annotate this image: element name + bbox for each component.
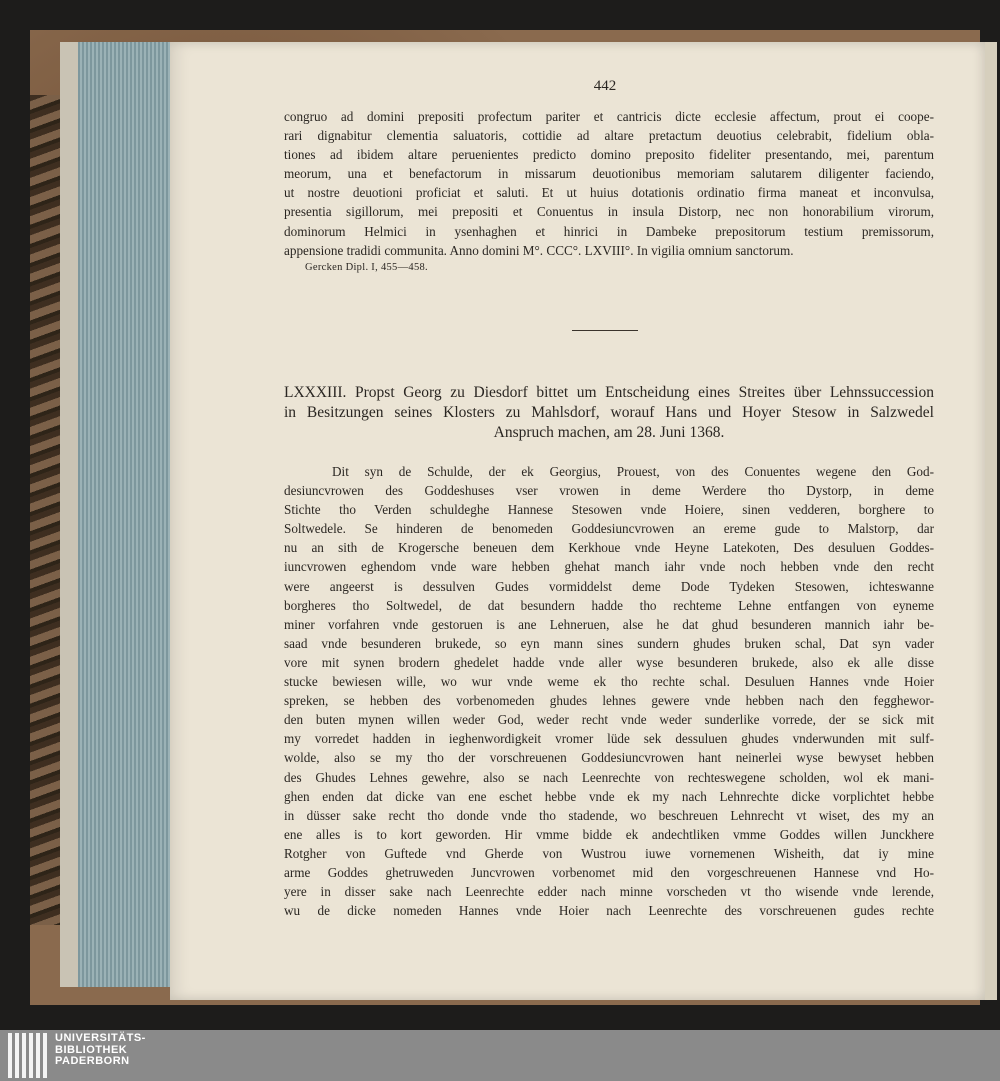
text-line: vore mit synen brodern ghedelet hadde vnde aller wyse besunderen brukede, also ek alle disse: [284, 654, 934, 670]
text-line: Dit syn de Schulde, der ek Georgius, Prouest, von des Conuentes wegene den God-: [332, 464, 934, 479]
source-citation: Gercken Dipl. I, 455—458.: [305, 262, 428, 273]
text-line: desiuncvrowen des Goddeshuses vser vrowen in deme Werdere tho Dystorp, in deme: [284, 483, 934, 499]
document-heading: [284, 383, 934, 443]
text-line: wolde, also se my tho der vorschreuenen Goddesiuncvrowen hant neinerlei wyse bewyset hebben: [284, 750, 934, 766]
text-line: dominorum Helmici in ysenhaghen et hinrici in Dambeke prepositorum testium premissorum,: [284, 223, 934, 239]
text-line: Rotgher von Guftede vnd Gherde von Wustrou iuwe vornemenen Wisheith, dat iy mine: [284, 845, 934, 861]
library-footer-bar: [0, 1030, 1000, 1081]
heading-line: in Besitzungen seines Klosters zu Mahlsdorf, worauf Hans und Hoyer Stesow in Salzwedel: [284, 404, 934, 421]
text-line: my vorredet hadden in ieghenwordigkeit vromer lüde sek dessuluen ghudes vnderwunden mit sulf-: [284, 731, 934, 747]
text-line: Stichte tho Verden schuldeghe Hannese Stesowen vnde Hoiere, sinen vedderen, borghere to: [284, 502, 934, 518]
text-line: saad vnde besunderen brukede, so eyn mann sines sundern ghudes bruken schal, Dat syn vader: [284, 635, 934, 651]
text-line: spreken, se hebben des vorbenomeden ghudes lehnes gewere vnde hebben nach den fegghewor-: [284, 693, 934, 709]
text-line: ene alles is to kort geworden. Hir vmme bidde ek andechtliken vmme Goddes willen Junckhere: [284, 826, 934, 842]
text-line: congruo ad domini prepositi profectum pariter et cantricis dicte ecclesie affectum, prout ei coope-: [284, 109, 934, 124]
text-line: presentia sigillorum, mei prepositi et Conuentus in insula Distorp, nec non honorabilium virorum,: [284, 204, 934, 220]
german-charter-text: [284, 462, 934, 920]
page-fore-edge: [60, 42, 78, 987]
text-line: nu an sith de Krogersche beneuen dem Kerkhoue vnde Heyne Latekoten, Des desuluen Goddes-: [284, 540, 934, 556]
text-line: appensione tradidi communita. Anno domini M°. CCC°. LXVIII°. In vigilia omnium sanctorum.: [284, 242, 794, 258]
text-line: borgheres tho Soltwedel, de dat besundern hadde tho rechteme Lehne entfangen von eyneme: [284, 597, 934, 613]
logo-line: PADERBORN: [55, 1055, 130, 1067]
text-line: des Ghudes Lehnes gewehre, also se nach Leenrechte von rechteswegene scholden, wol ek mani-: [284, 769, 934, 785]
text-line: meorum, una et benefactorum in missarum deuotionibus memoriam salutarem diligenter faciendo,: [284, 166, 934, 182]
text-line: were angeerst is dessulven Gudes vormiddelst deme Dode Tydeken Stesowen, ichteswanne: [284, 578, 934, 594]
text-line: ut nostre deuotioni proficiat et saluti. Et ut huius dotationis ordinatio firma maneat et inconvulsa,: [284, 185, 934, 201]
text-line: wu de dicke nomeden Hannes vnde Hoier nach Leenrechte des vorschreuenen gudes rechte: [284, 903, 934, 919]
section-divider: [572, 330, 638, 331]
text-line: Soltwedele. Se hinderen de benomeden Goddesiuncvrowen an ereme gude to Malstorp, dar: [284, 521, 934, 537]
text-line: den buten mynen willen weder God, weder recht vnde weder sunderlike vorrede, der se sick mit: [284, 712, 934, 728]
logo-line: BIBLIOTHEK: [55, 1043, 128, 1056]
library-logo-text: [55, 1033, 146, 1068]
page-number: 442: [593, 78, 617, 94]
text-line: tiones ad ibidem altare peruenientes predicto domino preposito fideliter presentando, mei, parentum: [284, 147, 934, 163]
heading-line: LXXXIII. Propst Georg zu Diesdorf bittet um Entscheidung eines Streites über Lehnssuccession: [284, 384, 934, 401]
heading-line: Anspruch machen, am 28. Juni 1368.: [493, 424, 725, 441]
text-line: iuncvrowen eghendom vnde ware hebben ghehat manch iahr vnde noch hebben vnde den recht: [284, 559, 934, 575]
text-line: in düsser sake recht tho donde vnde tho stadende, wo beschreuen Lehnrecht vt wiset, des my an: [284, 807, 934, 823]
logo-line: UNIVERSITÄTS-: [55, 1032, 146, 1044]
library-logo-icon: [8, 1033, 50, 1078]
text-line: yere in disser sake nach Leenrechte edder nach minne vorscheden vt tho wisende vnde lerende,: [284, 884, 934, 900]
text-line: arme Goddes ghetruweden Juncvrowen vorbenomet mid den vorgeschreuenen Hannese vnd Ho-: [284, 864, 934, 880]
text-line: miner vorfahren vnde gestoruen is ane Lehneruen, alse he dat ghud besunderen mannich iahr be-: [284, 616, 934, 632]
page-right-edge: [985, 42, 997, 1000]
text-line: stucke bewiesen wille, wo wur vnde weme ek tho rechte schal. Desuluen Hannes vnde Hoier: [284, 674, 934, 690]
latin-charter-text: [284, 107, 934, 260]
text-line: ghen enden dat dicke van ene eschet hebbe vnde ek my nach Lehnrechte dicke vorplichtet hebbe: [284, 788, 934, 804]
text-line: rari dignabitur clementia saluatoris, cottidie ad altare pretactum deuotius celebrabit, fidelium obla-: [284, 128, 934, 144]
